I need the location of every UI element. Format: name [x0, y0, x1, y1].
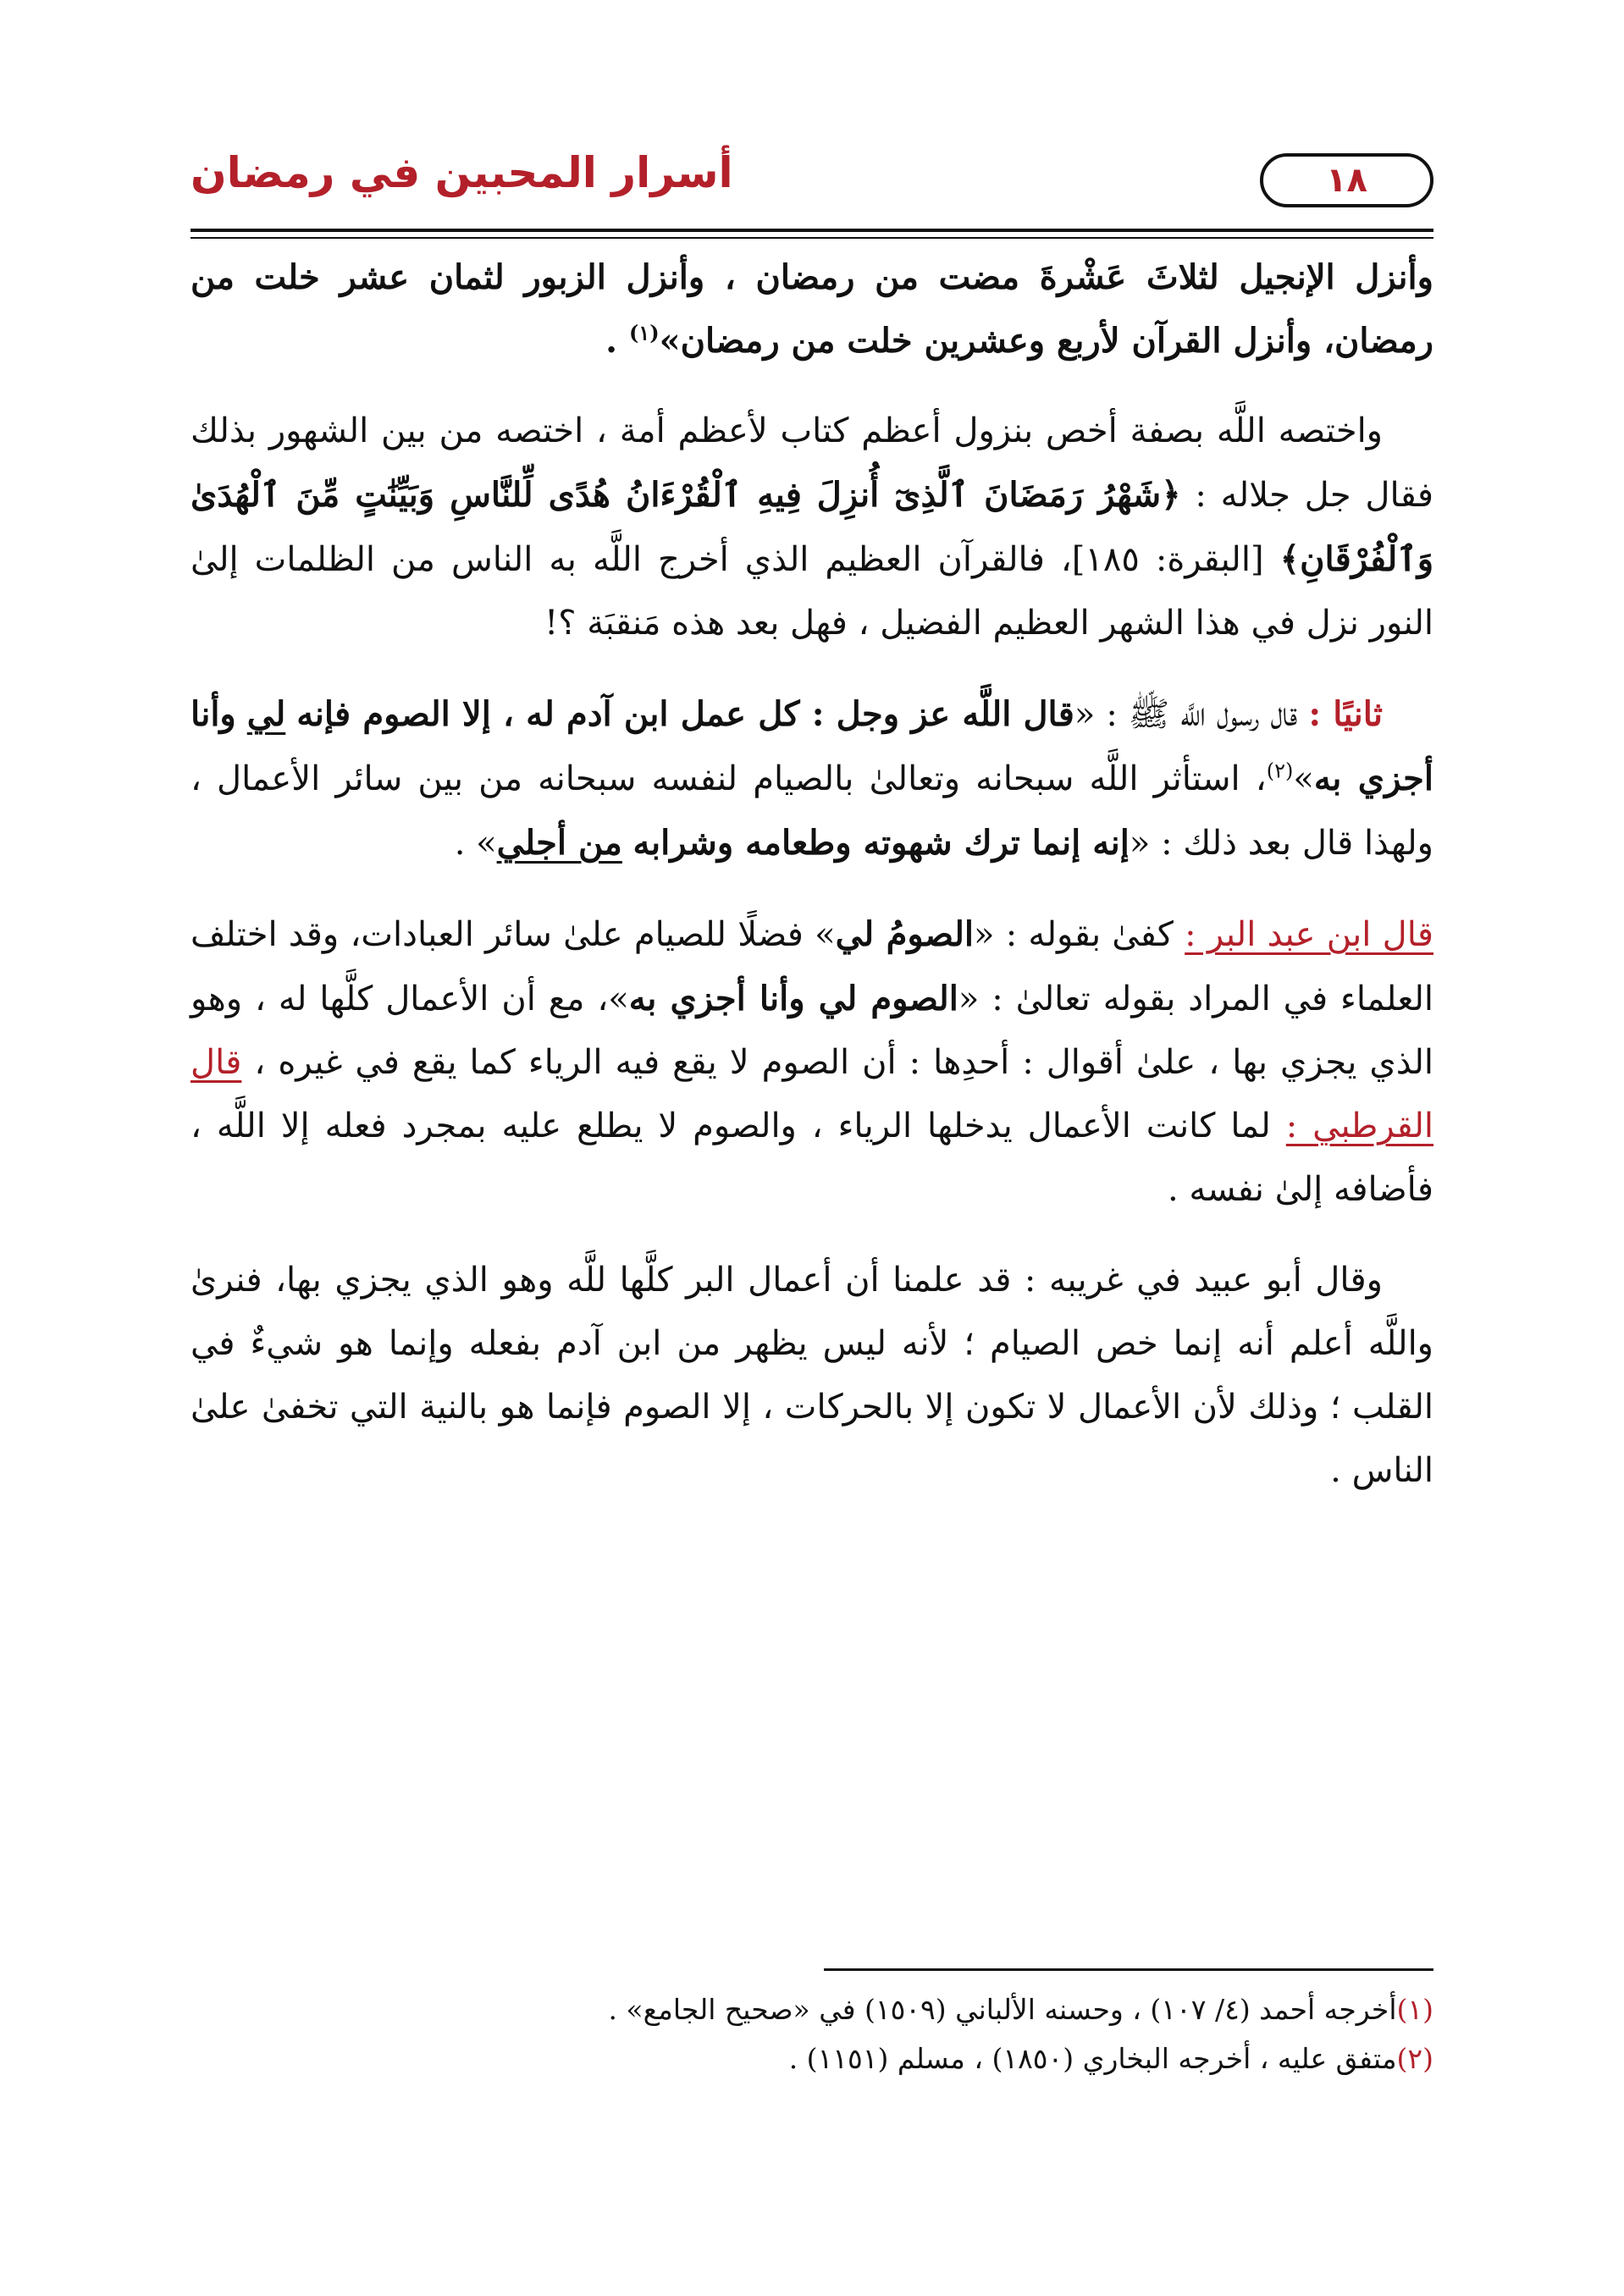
paragraph-3	[191, 682, 1433, 875]
paragraph-5-text: وقال أبو عبيد في غريبه : قد علمنا أن أعمال البر كلَّها للَّه وهو الذي يجزي بها، فنرىٰ واللَّه أعلم أنه إنما خص الصيام ؛ لأنه ليس يظهر من ابن آدم بفعله وإنما هو شيءٌ في القلب ؛ وذلك لأن الأعمال لا تكون إلا بالحركات ، إلا الصوم فإنما هو بالنية التي تخفىٰ علىٰ الناس .	[191, 1261, 1433, 1490]
page-number-badge: ١٨	[1260, 153, 1433, 207]
hadith-text-3: إنه إنما ترك شهوته وطعامه وشرابه	[632, 823, 1130, 863]
header-rule-thick	[191, 229, 1433, 232]
paragraph-2	[191, 400, 1433, 655]
page-header	[191, 148, 1433, 229]
paragraph-1	[191, 246, 1433, 373]
paragraph-4-c: »، مع أن الأعمال كلَّها له ، وهو الذي يجزي بها ، علىٰ أقوال : أحدِها : أن الصوم لا يقع فيه الرياء كما يقع في غيره ،	[191, 980, 1433, 1082]
hadith-text-2: وأنا أجزي به	[191, 694, 1433, 798]
quote-fasting-is-mine: الصومُ لي	[835, 914, 974, 954]
paragraph-4-a: كفىٰ بقوله : «	[974, 915, 1174, 954]
hadith-close-quote: »	[1293, 759, 1314, 798]
hadith-text-underlined-2: من أجلي	[496, 823, 622, 863]
scholar-label-ibn-abd-al-barr: قال ابن عبد البر :	[1185, 915, 1433, 954]
header-rule-thin	[191, 237, 1433, 239]
paragraph-4-b: » فضلًا للصيام علىٰ سائر العبادات، وقد اختلف العلماء في المراد بقوله تعالىٰ : «	[191, 915, 1433, 1018]
scholar-label-qurtubi: قال القرطبي :	[191, 1043, 1433, 1145]
footnote-2	[191, 2034, 1433, 2084]
paragraph-1-end: .	[605, 321, 618, 361]
paragraph-3-end: » .	[454, 824, 497, 863]
quran-verse: ﴿شَهْرُ رَمَضَانَ ٱلَّذِىٓ أُنزِلَ فِيهِ ٱلْقُرْءَانُ هُدًى لِّلنَّاسِ وَبَيِّنَٰتٍ مِّنَ ٱلْهُدَىٰ وَٱلْفُرْقَانِ﴾	[191, 475, 1434, 579]
book-title: أسرار المحبين في رمضان	[191, 148, 733, 197]
footnote-2-text: متفق عليه ، أخرجه البخاري (١٨٥٠) ، مسلم (١١٥١) .	[788, 2042, 1397, 2075]
paragraph-2-intro: واختصه اللَّه بصفة أخص بنزول أعظم كتاب لأعظم أمة ، اختصه من بين الشهور بذلك فقال جل جلاله :	[191, 411, 1433, 515]
footnote-1-text: أخرجه أحمد (٤/ ١٠٧) ، وحسنه الألباني (١٥٠٩) في «صحيح الجامع» .	[608, 1993, 1397, 2026]
section-label-second: ثانيًا :	[1308, 694, 1384, 734]
hadith-intro: قال رسول اللَّه ﷺ : «	[1074, 695, 1298, 734]
footnotes	[191, 1985, 1433, 2084]
hadith-text-1: قال اللَّه عز وجل : كل عمل ابن آدم له ، إلا الصوم فإنه	[296, 694, 1074, 734]
footnote-separator	[824, 1968, 1433, 1971]
footnote-1	[191, 1985, 1433, 2034]
paragraph-1-text: وأنزل الإنجيل لثلاثَ عَشْرةَ مضت من رمضان ، وأنزل الزبور لثمان عشر خلت من رمضان، وأنزل القرآن لأربع وعشرين خلت من رمضان»	[191, 257, 1433, 361]
main-text	[191, 246, 1433, 1530]
footnote-ref-2[interactable]: (٢)	[1266, 759, 1294, 783]
hadith-text-underlined: لي	[246, 694, 286, 734]
footnote-2-mark: (٢)	[1396, 2042, 1433, 2075]
paragraph-3-middle: ، استأثر اللَّه سبحانه وتعالىٰ بالصيام لنفسه سبحانه من بين سائر الأعمال ، ولهذا قال بعد ذلك : «	[191, 759, 1433, 863]
footnote-1-mark: (١)	[1396, 1993, 1433, 2026]
quote-fasting-reward: الصوم لي وأنا أجزي به	[628, 979, 958, 1018]
paragraph-4-d: لما كانت الأعمال يدخلها الرياء ، والصوم لا يطلع عليه بمجرد فعله إلا اللَّه ، فأضافه إلىٰ نفسه .	[191, 1107, 1433, 1209]
paragraph-2-rest: ، فالقرآن العظيم الذي أخرج اللَّه به الناس من الظلمات إلىٰ النور نزل في هذا الشهر العظيم الفضيل ، فهل بعد هذه مَنقبَة ؟!	[191, 540, 1433, 643]
paragraph-4	[191, 902, 1433, 1222]
paragraph-5	[191, 1249, 1433, 1503]
footnote-ref-1[interactable]: (١)	[629, 320, 660, 345]
quran-reference: [البقرة: ١٨٥]	[1071, 540, 1264, 579]
